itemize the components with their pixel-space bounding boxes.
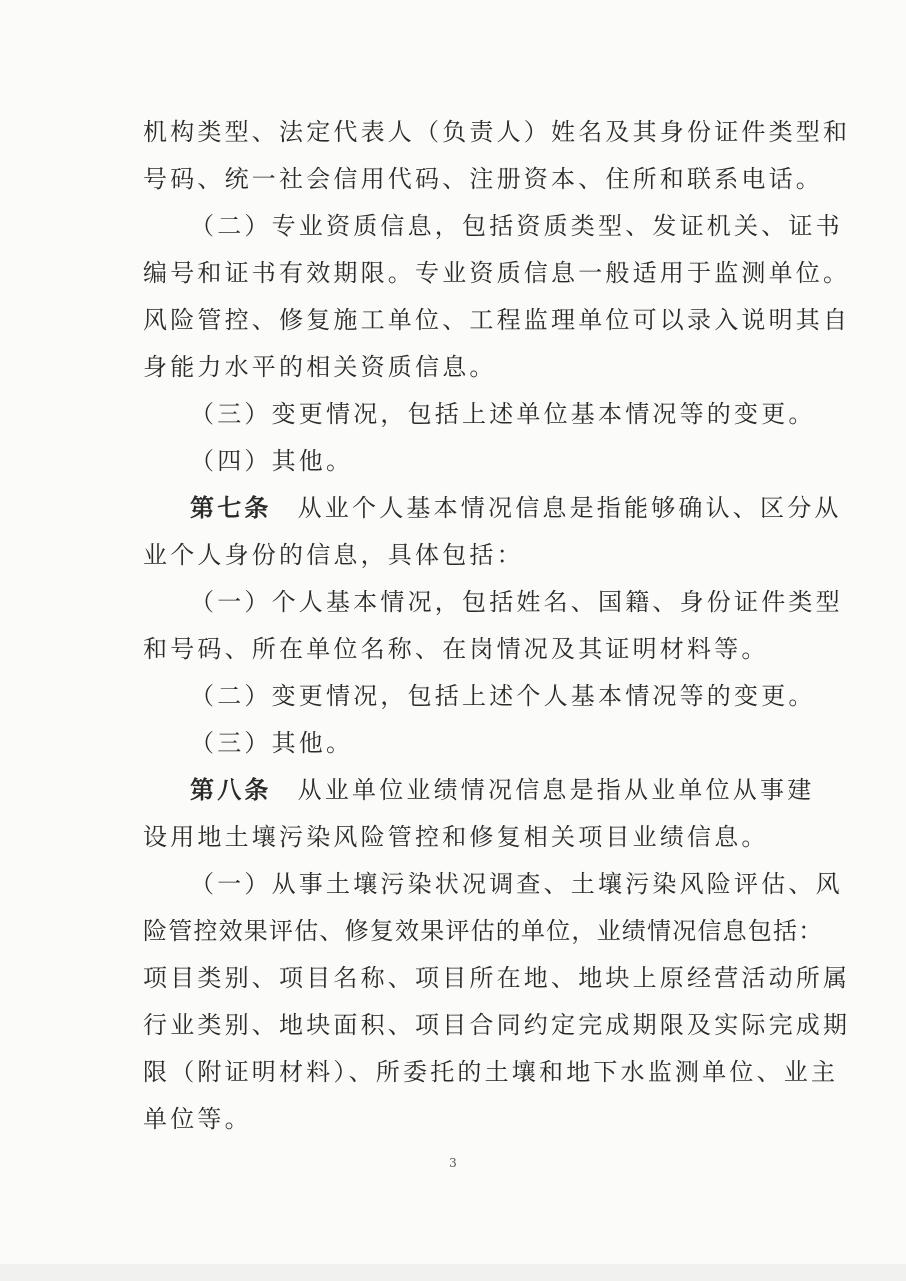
text-line: 限（附证明材料）、所委托的土壤和地下水监测单位、业主	[143, 1058, 839, 1086]
text-line: （一）个人基本情况，包括姓名、国籍、身份证件类型	[190, 588, 843, 616]
article-7-line	[190, 493, 842, 523]
text-line: （二）变更情况，包括上述个人基本情况等的变更。	[190, 682, 816, 710]
text-line: 号码、统一社会信用代码、注册资本、住所和联系电话。	[143, 165, 823, 193]
text-line: （四）其他。	[190, 447, 354, 475]
text-line: 编号和证书有效期限。专业资质信息一般适用于监测单位。	[143, 259, 851, 287]
text-line: 行业类别、地块面积、项目合同约定完成期限及实际完成期	[143, 1011, 851, 1039]
text-line: 从业单位业绩情况信息是指从业单位从事建	[297, 776, 815, 804]
text-line: （三）其他。	[190, 729, 354, 757]
article-8-line	[190, 775, 814, 805]
text-line: 和号码、所在单位名称、在岗情况及其证明材料等。	[143, 635, 769, 663]
text-line: （二）专业资质信息，包括资质类型、发证机关、证书	[190, 212, 843, 240]
page-number: 3	[449, 1156, 457, 1170]
text-line: 险管控效果评估、修复效果评估的单位，业绩情况信息包括：	[143, 917, 824, 945]
text-line: 业个人身份的信息，具体包括：	[143, 541, 524, 569]
article-7-heading: 第七条	[190, 493, 272, 522]
text-line: 从业个人基本情况信息是指能够确认、区分从	[297, 494, 842, 522]
text-line: 单位等。	[143, 1105, 252, 1133]
article-8-heading: 第八条	[190, 775, 272, 804]
text-line: 设用地土壤污染风险管控和修复相关项目业绩信息。	[143, 823, 769, 851]
text-line: 项目类别、项目名称、项目所在地、地块上原经营活动所属	[143, 964, 851, 992]
text-line: 机构类型、法定代表人（负责人）姓名及其身份证件类型和	[143, 118, 851, 146]
text-line: 风险管控、修复施工单位、工程监理单位可以录入说明其自	[143, 306, 851, 334]
text-line: （一）从事土壤污染状况调查、土壤污染风险评估、风	[190, 870, 843, 898]
text-line: （三）变更情况，包括上述单位基本情况等的变更。	[190, 400, 816, 428]
scan-bottom-edge	[0, 1264, 906, 1281]
text-line: 身能力水平的相关资质信息。	[143, 353, 497, 381]
